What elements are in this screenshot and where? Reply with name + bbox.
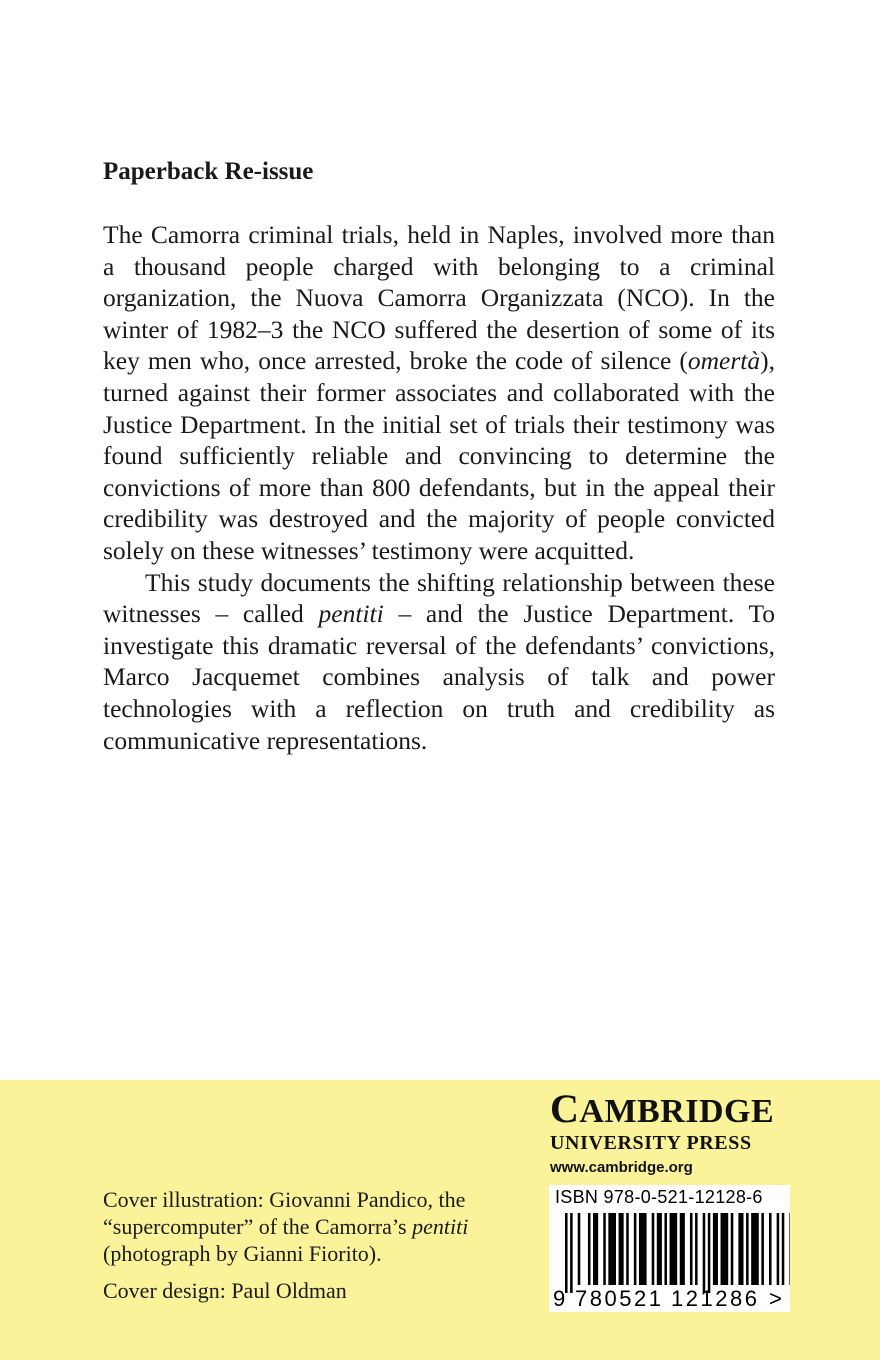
barcode-bar [608, 1213, 616, 1285]
blurb-p1-italic: omertà [687, 346, 761, 376]
barcode-bar [639, 1213, 647, 1285]
barcode-bar [703, 1213, 706, 1293]
barcode-bar [690, 1213, 693, 1285]
barcode-bar [769, 1213, 772, 1285]
barcode-bar [626, 1213, 629, 1285]
barcode-bar [593, 1213, 598, 1285]
barcode-digits-right: 121286 [671, 1286, 757, 1311]
blurb [103, 219, 775, 756]
publisher-subtitle: UNIVERSITY PRESS [550, 1132, 752, 1154]
barcode-bar [565, 1213, 568, 1293]
barcode-bar [652, 1213, 655, 1285]
barcode-bar [713, 1213, 718, 1285]
blurb-p2-italic: pentiti [318, 599, 384, 629]
barcode-bar [634, 1213, 637, 1285]
barcode-bar [777, 1213, 780, 1285]
blurb-paragraph-1 [103, 219, 775, 567]
barcode-digit-first: 9 [553, 1286, 566, 1311]
blurb-p1-part-2: ), turned against their former associates and collaborated with the Justice Department. In the initial set of trials their testimony was found sufficiently reliable and convincing to determine the convictions of more than 800 defendants, but in the appeal their credibility was destroyed and the majority of people convicted solely on these witnesses’ testimony were acquitted. [103, 346, 775, 565]
blurb-p2-part-2: – and the Justice Department. To investigate this dramatic reversal of the defendants’ convictions, Marco Jacquemet combines analysis of talk and power technologies with a reflection on truth and credibility as communicative representations. [103, 599, 776, 755]
cover-credits [103, 1186, 543, 1304]
cover-heading: Paperback Re-issue [103, 158, 314, 185]
cover-design-credit: Cover design: Paul Oldman [103, 1278, 347, 1303]
barcode-bar [619, 1213, 624, 1285]
barcode-bar [670, 1213, 678, 1285]
barcode-bar [570, 1213, 573, 1293]
publisher-logo [550, 1086, 795, 1179]
barcode-bar [782, 1213, 785, 1285]
illustration-credit-part-2: (photograph by Gianni Fiorito). [103, 1241, 382, 1266]
blurb-p2-part-1: This study documents the shifting relationship between these witnesses – called [103, 567, 775, 629]
isbn-label: ISBN 978-0-521-12128-6 [555, 1187, 763, 1207]
barcode-bar [695, 1213, 698, 1285]
barcode-bar [746, 1213, 749, 1285]
barcode-bar [789, 1213, 790, 1285]
cover-illustration-credit [103, 1186, 543, 1267]
publisher-name [550, 1086, 795, 1131]
barcode-bars [549, 1185, 790, 1312]
barcode-bar [664, 1213, 667, 1285]
barcode-bar [708, 1213, 711, 1293]
barcode-bar [738, 1213, 743, 1285]
barcode-quiet-mark: > [769, 1286, 782, 1311]
barcode-bar [680, 1213, 685, 1285]
barcode-bar [761, 1213, 764, 1285]
barcode-bar [603, 1213, 606, 1285]
publisher-name-initial: C [550, 1086, 580, 1131]
blurb-paragraph-2 [103, 567, 775, 757]
barcode-bar [578, 1213, 581, 1285]
barcode-digits-left: 780521 [575, 1286, 661, 1311]
publisher-url: www.cambridge.org [550, 1159, 693, 1176]
barcode [549, 1185, 790, 1312]
barcode-bar [751, 1213, 759, 1285]
barcode-bar [721, 1213, 729, 1285]
illustration-credit-italic: pentiti [412, 1214, 469, 1239]
barcode-bar [588, 1213, 591, 1285]
illustration-credit-part-1: Cover illustration: Giovanni Pandico, the “supercomputer” of the Camorra’s [103, 1187, 466, 1239]
barcode-bar [731, 1213, 734, 1285]
blurb-p1-part-1: The Camorra criminal trials, held in Naples, involved more than a thousand people charged with belonging to a criminal organization, the Nuova Camorra Organizzata (NCO). In the winter of 1982–3 the NCO suffered the desertion of some of its key men who, once arrested, broke the code of silence ( [103, 220, 775, 376]
publisher-name-rest: AMBRIDGE [579, 1093, 775, 1130]
barcode-bar [657, 1213, 662, 1285]
